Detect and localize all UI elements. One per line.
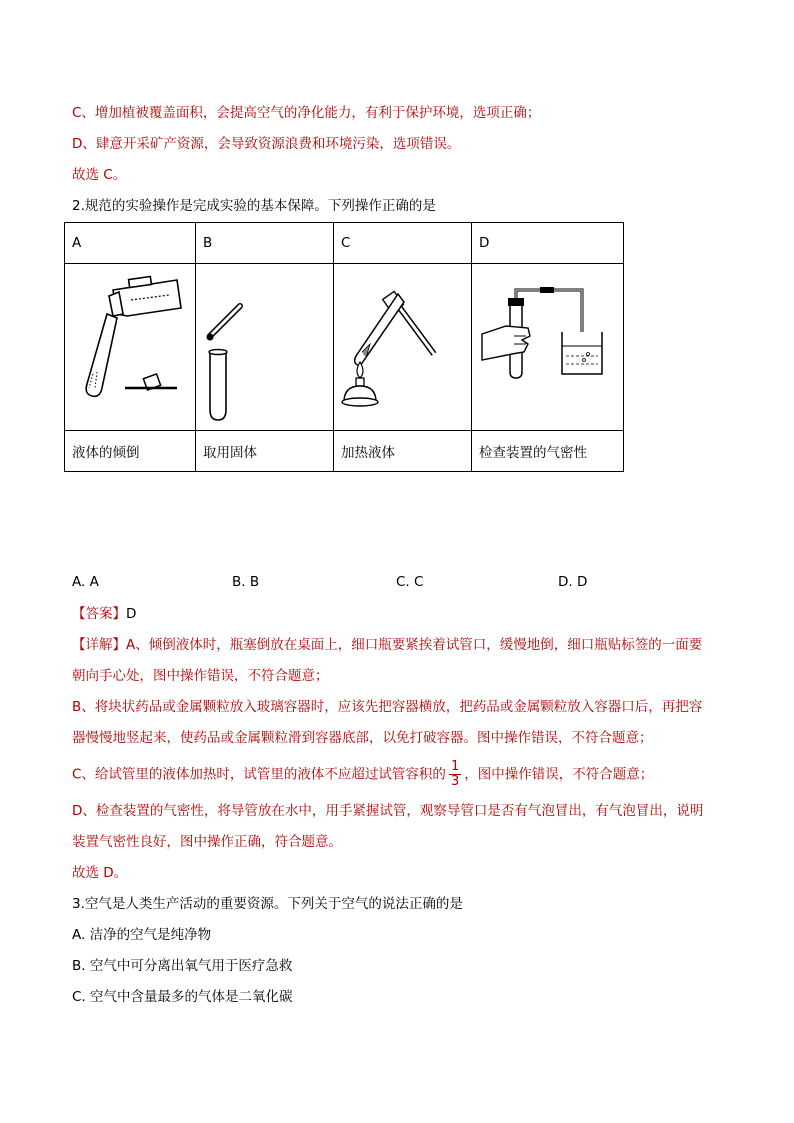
detail-d-line-1: D、检查装置的气密性，将导管放在水中，用手紧握试管，观察导管口是否有气泡冒出，有气泡冒出，说明 — [72, 803, 704, 819]
q2-choice: 故选 D。 — [72, 865, 128, 881]
fraction-numerator: 1 — [450, 759, 460, 774]
detail-a-text: A、倾倒液体时，瓶塞倒放在桌面上，细口瓶要紧挨着试管口，缓慢地倒，细口瓶贴标签的一面要 — [126, 637, 703, 653]
detail-d-line-2: 装置气密性良好，图中操作正确，符合题意。 — [72, 834, 342, 850]
q3-option-b: B. 空气中可分离出氧气用于医疗急救 — [72, 958, 293, 974]
caption-d: 检查装置的气密性 — [472, 431, 624, 472]
header-a: A — [65, 223, 196, 264]
detail-b-line-2: 器慢慢地竖起来，使药品或金属颗粒滑到容器底部，以免打破容器。图中操作错误，不符合题意； — [72, 730, 653, 746]
header-c: C — [334, 223, 472, 264]
image-airtightness-check — [472, 264, 624, 431]
fraction-denominator: 3 — [450, 774, 460, 789]
header-d: D — [472, 223, 624, 264]
detail-c-pre: C、给试管里的液体加热时，试管里的液体不应超过试管容积的 — [72, 766, 446, 783]
prev-choice: 故选 C。 — [72, 167, 127, 183]
option-d: D. D — [558, 574, 588, 590]
detail-a-line-1 — [72, 636, 702, 654]
answer-tag: 【答案】 — [72, 606, 126, 622]
q3-option-a: A. 洁净的空气是纯净物 — [72, 927, 212, 943]
question-2-stem: 2.规范的实验操作是完成实验的基本保障。下列操作正确的是 — [72, 198, 436, 214]
detail-c-post: ，图中操作错误，不符合题意； — [464, 766, 654, 783]
detail-tag: 【详解】 — [72, 637, 126, 653]
question-2-table — [64, 222, 624, 472]
question-3-stem: 3.空气是人类生产活动的重要资源。下列关于空气的说法正确的是 — [72, 896, 463, 912]
fraction-one-third — [449, 760, 461, 789]
image-heating-liquid — [334, 264, 472, 431]
caption-b: 取用固体 — [196, 431, 334, 472]
prev-explanation-c: C、增加植被覆盖面积，会提高空气的净化能力，有利于保护环境，选项正确； — [72, 105, 541, 121]
header-b: B — [196, 223, 334, 264]
detail-c-line — [72, 760, 653, 789]
prev-explanation-d: D、肆意开采矿产资源，会导致资源浪费和环境污染，选项错误。 — [72, 136, 461, 152]
q3-option-c: C. 空气中含量最多的气体是二氧化碳 — [72, 989, 293, 1005]
caption-c: 加热液体 — [334, 431, 472, 472]
detail-b-line-1: B、将块状药品或金属颗粒放入玻璃容器时，应该先把容器横放，把药品或金属颗粒放入容器口后，再把容 — [72, 699, 703, 715]
option-a: A. A — [72, 574, 99, 590]
caption-a: 液体的倾倒 — [65, 431, 196, 472]
image-taking-solid — [196, 264, 334, 431]
option-c: C. C — [396, 574, 424, 590]
answer-value: D — [126, 606, 137, 622]
image-pouring-liquid — [65, 264, 196, 431]
answer-line — [72, 605, 136, 623]
detail-a-line-2: 朝向手心处，图中操作错误，不符合题意； — [72, 668, 329, 684]
option-b: B. B — [232, 574, 260, 590]
